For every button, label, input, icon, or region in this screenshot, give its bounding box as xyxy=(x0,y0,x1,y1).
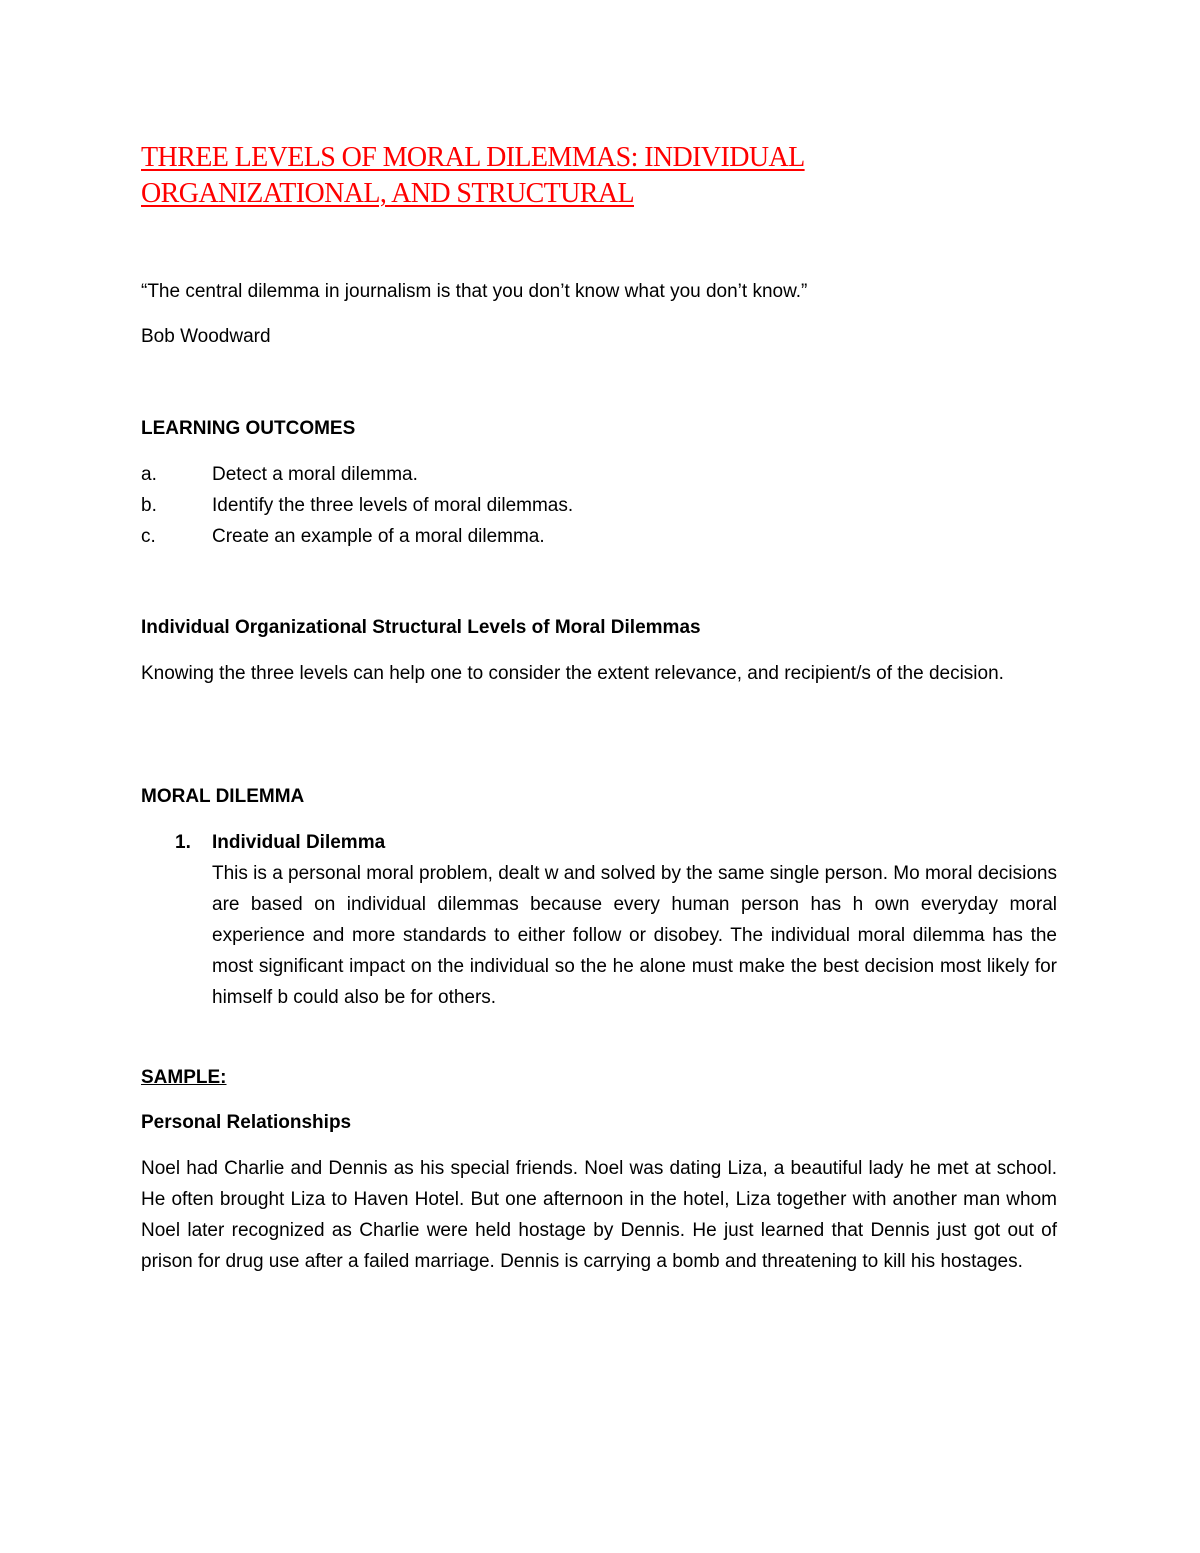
sample-paragraph: Noel had Charlie and Dennis as his special friends. Noel was dating Liza, a beautiful lady he met at school. He often brought Liza to Haven Hotel. But one afternoon in the hotel, Liza together with another man whom Noel later recognized as Charlie were held hostage by Dennis. He just learned that Dennis just got out of prison for drug use after a failed marriage. Dennis is carrying a bomb and threatening to kill his hostages. xyxy=(141,1158,1057,1272)
learning-outcomes-list xyxy=(141,459,573,552)
list-marker: c. xyxy=(141,526,156,547)
numbered-item-marker: 1. xyxy=(175,832,191,853)
list-marker: a. xyxy=(141,464,157,485)
epigraph-quote: “The central dilemma in journalism is that you don’t know what you don’t know.” xyxy=(141,281,808,302)
list-item-text: Create an example of a moral dilemma. xyxy=(212,526,545,547)
numbered-item-heading xyxy=(175,827,385,858)
moral-dilemma-heading: MORAL DILEMMA xyxy=(141,786,305,807)
list-item xyxy=(141,521,573,552)
title-line-1: THREE LEVELS OF MORAL DILEMMAS: INDIVIDUAL xyxy=(141,142,805,173)
sample-heading: SAMPLE: xyxy=(141,1067,227,1088)
title-line-2: ORGANIZATIONAL, AND STRUCTURAL xyxy=(141,178,634,209)
levels-section-paragraph: Knowing the three levels can help one to consider the extent relevance, and recipient/s of the decision. xyxy=(141,663,1004,684)
individual-dilemma-paragraph: This is a personal moral problem, dealt w and solved by the same single person. Mo moral decisions are based on individual dilemmas because every human person has h own everyday moral experience and more standards to either follow or disobey. The individual moral dilemma has the most significant impact on the individual so the he alone must make the best decision most likely for himself b could also be for others. xyxy=(212,863,1057,1008)
list-item xyxy=(141,490,573,521)
quote-author: Bob Woodward xyxy=(141,326,271,347)
list-marker: b. xyxy=(141,495,157,516)
numbered-item-title: Individual Dilemma xyxy=(212,832,386,853)
list-item-text: Detect a moral dilemma. xyxy=(212,464,418,485)
sample-subheading: Personal Relationships xyxy=(141,1112,352,1133)
document-title xyxy=(141,140,1041,212)
list-item-text: Identify the three levels of moral dilemmas. xyxy=(212,495,574,516)
learning-outcomes-heading: LEARNING OUTCOMES xyxy=(141,418,356,439)
levels-section-heading: Individual Organizational Structural Levels of Moral Dilemmas xyxy=(141,617,701,638)
list-item xyxy=(141,459,573,490)
